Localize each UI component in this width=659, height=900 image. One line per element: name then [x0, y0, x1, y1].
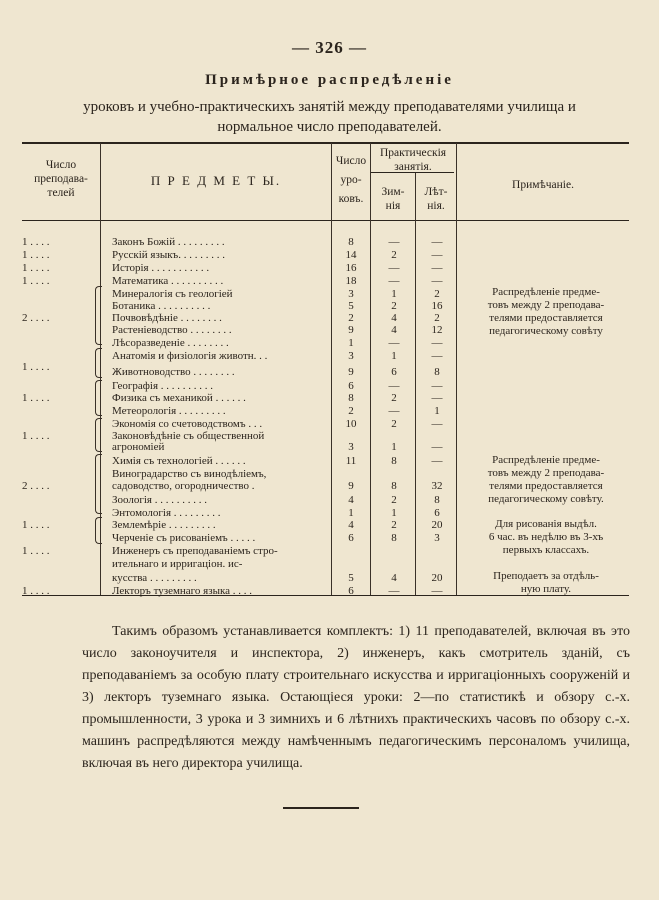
lesson-count: 2	[348, 312, 354, 324]
closing-rule	[283, 807, 359, 809]
subject-name: ительнаго и ирригаціон. ис-	[112, 558, 243, 570]
teacher-count: 2 . . . .	[22, 480, 50, 492]
winter-hours: 8	[391, 455, 397, 467]
lesson-count: 5	[348, 300, 354, 312]
subject-name: Минералогія съ геологіей	[112, 288, 233, 300]
note-drawing: Для рисованія выдѣл. 6 час. въ недѣлю въ 3-хъ первыхъ классахъ.	[488, 518, 604, 556]
winter-hours: —	[388, 380, 400, 392]
winter-hours: 2	[391, 494, 397, 506]
summer-hours: —	[431, 249, 443, 261]
winter-hours: 6	[391, 366, 397, 378]
subject-name: Исторія . . . . . . . . . . .	[112, 262, 210, 274]
summer-hours: 6	[434, 507, 440, 519]
table-row	[0, 262, 659, 275]
winter-hours: —	[388, 262, 400, 274]
summer-hours: 2	[434, 288, 440, 300]
header-subjects: П Р Е Д М Е Т Ы.	[150, 173, 282, 188]
subject-name: Черченіе съ рисованіемъ . . . . .	[112, 532, 256, 544]
winter-hours: 4	[391, 572, 397, 584]
subtitle-line-1: уроковъ и учебно-практическихъ занятій между преподавателями училища и	[83, 99, 576, 115]
subject-name: Зоологія . . . . . . . . . .	[112, 494, 207, 506]
teacher-count: 1 . . . .	[22, 519, 50, 531]
subject-name: кусства . . . . . . . . .	[112, 572, 197, 584]
summary-paragraph: Такимъ образомъ устанавливается комплектъ: 1) 11 преподавателей, включая въ это число законоучителя и инспектора, 2) инженеръ, какъ смотритель зданій, съ преподаваніемъ за особую плату строительнаго искусства и ирригаціонныхъ сооруженій и 3) лекторъ туземнаго языка. Остающіеся уроки: 2—по статистикѣ и обзору с.-х. промышленности, 3 урока и 3 зимнихъ и 6 лѣтнихъ практическихъ часовъ по обзору с.-х. машинъ распредѣляются между намѣченнымъ педагогическимъ персоналомъ училища, включая въ него директора училища.	[82, 624, 630, 771]
group-brace	[95, 286, 102, 345]
group-brace	[95, 380, 102, 416]
winter-hours: 4	[391, 324, 397, 336]
summer-hours: —	[431, 337, 443, 349]
header-lessons: Число уро- ковъ.	[335, 155, 367, 205]
summer-hours: —	[431, 380, 443, 392]
subject-name: Метеорологія . . . . . . . . .	[112, 405, 226, 417]
group-brace	[95, 454, 102, 514]
summer-hours: —	[431, 418, 443, 430]
winter-hours: 1	[391, 288, 397, 300]
subject-name: Математика . . . . . . . . . .	[112, 275, 224, 287]
summer-hours: —	[431, 262, 443, 274]
subject-name: Законовѣдѣніе съ общественной	[112, 430, 265, 442]
lesson-count: 11	[345, 455, 357, 467]
teacher-count: 1 . . . .	[22, 249, 50, 261]
lesson-count: 2	[348, 405, 354, 417]
teacher-count: 1 . . . .	[22, 275, 50, 287]
subject-name: Химія съ технологіей . . . . . .	[112, 455, 246, 467]
subject-name: Животноводство . . . . . . . .	[112, 366, 235, 378]
winter-hours: 1	[391, 441, 397, 453]
note-distribution-1: Распредѣленіе предме- товъ между 2 преподава- телями предоставляется педагогическому совѣту	[487, 286, 605, 337]
page-title: Примѣрное распредѣленіе	[205, 72, 454, 88]
lesson-count: 8	[348, 392, 354, 404]
summer-hours: 20	[431, 519, 443, 531]
winter-hours: 2	[391, 249, 397, 261]
header-bottom-rule	[22, 220, 629, 221]
lesson-count: 14	[345, 249, 357, 261]
lesson-count: 3	[348, 441, 354, 453]
subject-name: Ботаника . . . . . . . . . .	[112, 300, 211, 312]
lesson-count: 6	[348, 585, 354, 597]
subject-name: садоводство, огородничество .	[112, 480, 255, 492]
lesson-count: 3	[348, 350, 354, 362]
lesson-count: 5	[348, 572, 354, 584]
teacher-count: 1 . . . .	[22, 585, 50, 597]
subject-name: Растеніеводство . . . . . . . .	[112, 324, 232, 336]
group-brace	[95, 348, 102, 378]
teacher-count: 1 . . . .	[22, 545, 50, 557]
subject-name: Почвовѣдѣніе . . . . . . . .	[112, 312, 222, 324]
subject-name: Экономія со счетоводствомъ . . .	[112, 418, 263, 430]
table-row	[0, 249, 659, 262]
winter-hours: 8	[391, 532, 397, 544]
group-brace	[95, 517, 102, 544]
subject-name: Физика съ механикой . . . . . .	[112, 392, 246, 404]
lesson-count: 6	[348, 532, 354, 544]
lesson-count: 3	[348, 288, 354, 300]
subject-name: Анатомія и физіологія животн. . .	[112, 350, 268, 362]
subject-name: Географія . . . . . . . . . .	[112, 380, 214, 392]
header-note: Примѣчаніе.	[512, 179, 574, 191]
note-distribution-2: Распредѣленіе предме- товъ между 2 преподава- телями предоставляется педагогическому совѣту.	[487, 454, 605, 505]
lesson-count: 16	[345, 262, 357, 274]
lesson-count: 1	[348, 507, 354, 519]
winter-hours: —	[388, 585, 400, 597]
summer-hours: 1	[434, 405, 440, 417]
summer-hours: 2	[434, 312, 440, 324]
table-top-rule	[22, 142, 629, 144]
winter-hours: 1	[391, 350, 397, 362]
subject-name: Лѣсоразведеніе . . . . . . . .	[112, 337, 229, 349]
table-row	[0, 236, 659, 249]
subject-name: Инженеръ съ преподаваніемъ стро-	[112, 545, 278, 557]
winter-hours: 8	[391, 480, 397, 492]
winter-hours: 2	[391, 300, 397, 312]
subtitle-line-2: нормальное число преподавателей.	[217, 119, 442, 135]
summer-hours: —	[431, 275, 443, 287]
winter-hours: 4	[391, 312, 397, 324]
subject-name: Русскій языкъ. . . . . . . . .	[112, 249, 225, 261]
summer-hours: 3	[434, 532, 440, 544]
lesson-count: 1	[348, 337, 354, 349]
header-summer: Лѣт- нія.	[424, 186, 448, 212]
lesson-count: 6	[348, 380, 354, 392]
summer-hours: 20	[431, 572, 443, 584]
subject-name: агрономіей	[112, 441, 165, 453]
summer-hours: 8	[434, 366, 440, 378]
summer-hours: 16	[431, 300, 443, 312]
summer-hours: —	[431, 585, 443, 597]
summer-hours: —	[431, 236, 443, 248]
winter-hours: —	[388, 236, 400, 248]
lesson-count: 4	[348, 494, 354, 506]
header-teachers: Число преподава- телей	[34, 159, 88, 199]
subject-name: Виноградарство съ винодѣліемъ,	[112, 468, 267, 480]
teacher-count: 1 . . . .	[22, 430, 50, 442]
subject-name: Лекторъ туземнаго языка . . . .	[112, 585, 253, 597]
summer-hours: —	[431, 350, 443, 362]
summer-hours: —	[431, 455, 443, 467]
page-number: — 326 —	[292, 38, 367, 57]
teacher-count: 1 . . . .	[22, 262, 50, 274]
header-practical: Практическія занятія.	[379, 147, 447, 173]
note-separate-pay: Преподаетъ за отдѣль- ную плату.	[493, 570, 599, 595]
summer-hours: 32	[431, 480, 443, 492]
subject-name: Законъ Божій . . . . . . . . .	[112, 236, 225, 248]
summer-hours: 12	[431, 324, 443, 336]
lesson-count: 9	[348, 366, 354, 378]
winter-hours: 2	[391, 392, 397, 404]
teacher-count: 1 . . . .	[22, 392, 50, 404]
winter-hours: —	[388, 337, 400, 349]
teacher-count: 1 . . . .	[22, 361, 50, 373]
lesson-count: 4	[348, 519, 354, 531]
winter-hours: 2	[391, 418, 397, 430]
subject-name: Землемѣріе . . . . . . . . .	[112, 519, 216, 531]
winter-hours: —	[388, 275, 400, 287]
summer-hours: 8	[434, 494, 440, 506]
teacher-count: 2 . . . .	[22, 312, 50, 324]
summer-hours: —	[431, 441, 443, 453]
winter-hours: 1	[391, 507, 397, 519]
lesson-count: 18	[345, 275, 357, 287]
lesson-count: 9	[348, 480, 354, 492]
winter-hours: 2	[391, 519, 397, 531]
lesson-count: 10	[345, 418, 357, 430]
lesson-count: 8	[348, 236, 354, 248]
winter-hours: —	[388, 405, 400, 417]
teacher-count: 1 . . . .	[22, 236, 50, 248]
header-winter: Зим- нія	[381, 186, 405, 212]
subject-name: Энтомологія . . . . . . . . .	[112, 507, 221, 519]
summer-hours: —	[431, 392, 443, 404]
lesson-count: 9	[348, 324, 354, 336]
group-brace	[95, 418, 102, 452]
